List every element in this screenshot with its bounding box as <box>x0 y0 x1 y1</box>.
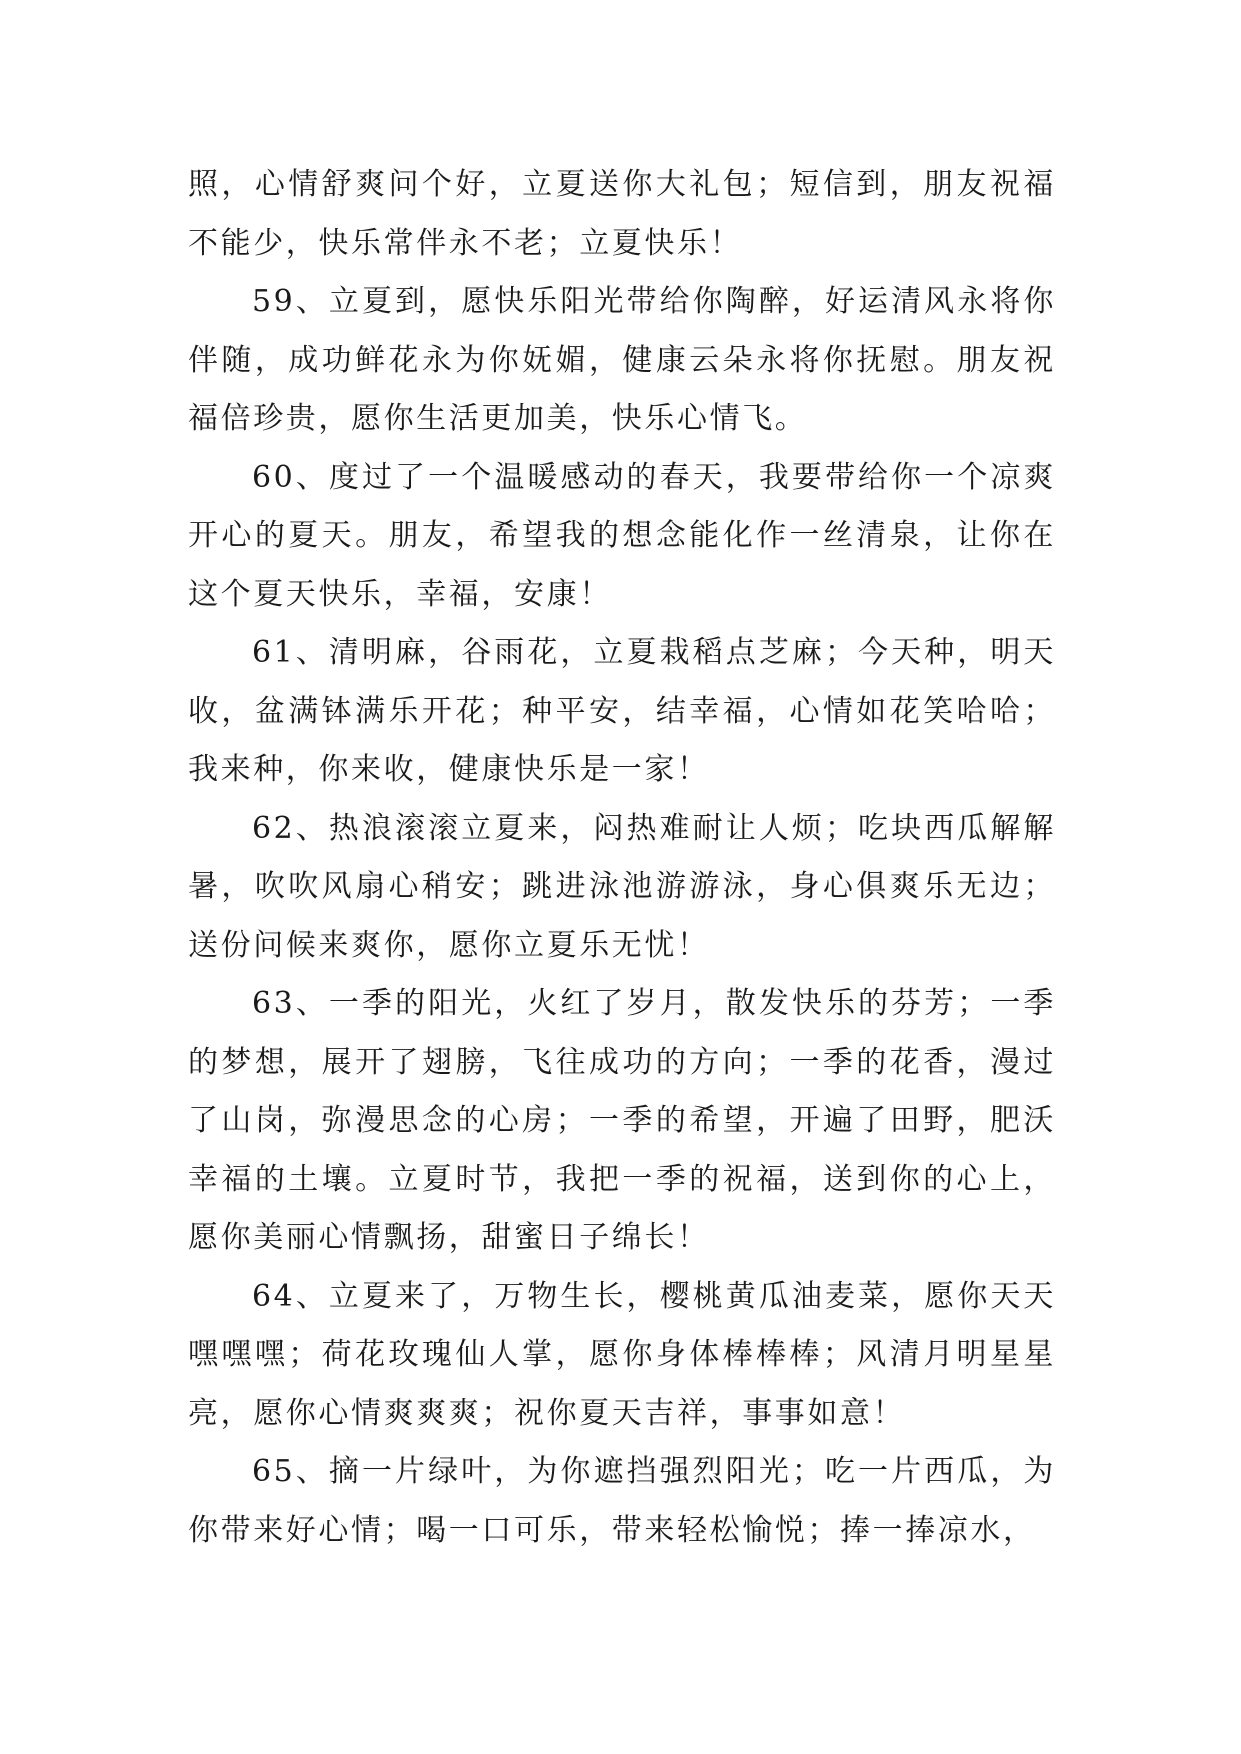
paragraph-63: 63、一季的阳光，火红了岁月，散发快乐的芬芳；一季的梦想，展开了翅膀，飞往成功的方向；一季的花香，漫过了山岗，弥漫思念的心房；一季的希望，开遍了田野，肥沃幸福的土壤。立夏时节，我把一季的祝福，送到你的心上，愿你美丽心情飘扬，甜蜜日子绵长！ <box>188 986 1056 1255</box>
paragraph-60: 60、度过了一个温暖感动的春天，我要带给你一个凉爽开心的夏天。朋友，希望我的想念能化作一丝清泉，让你在这个夏天快乐，幸福，安康！ <box>188 459 1056 612</box>
paragraph-59: 59、立夏到，愿快乐阳光带给你陶醉，好运清风永将你伴随，成功鲜花永为你妩媚，健康云朵永将你抚慰。朋友祝福倍珍贵，愿你生活更加美，快乐心情飞。 <box>188 284 1056 436</box>
paragraph-62: 62、热浪滚滚立夏来，闷热难耐让人烦；吃块西瓜解解暑，吹吹风扇心稍安；跳进泳池游游泳，身心俱爽乐无边；送份问候来爽你，愿你立夏乐无忧！ <box>188 810 1056 963</box>
paragraph-continued: 照，心情舒爽问个好，立夏送你大礼包；短信到，朋友祝福不能少，快乐常伴永不老；立夏快乐！ <box>188 167 1056 261</box>
document-page <box>188 156 1056 1560</box>
paragraph-64: 64、立夏来了，万物生长，樱桃黄瓜油麦菜，愿你天天嘿嘿嘿；荷花玫瑰仙人掌，愿你身体棒棒棒；风清月明星星亮，愿你心情爽爽爽；祝你夏天吉祥，事事如意！ <box>188 1278 1056 1431</box>
paragraph-65: 65、摘一片绿叶，为你遮挡强烈阳光；吃一片西瓜，为你带来好心情；喝一口可乐，带来轻松愉悦；捧一捧凉水， <box>188 1454 1056 1548</box>
paragraph-61: 61、清明麻，谷雨花，立夏栽稻点芝麻；今天种，明天收，盆满钵满乐开花；种平安，结幸福，心情如花笑哈哈；我来种，你来收，健康快乐是一家！ <box>188 635 1056 787</box>
